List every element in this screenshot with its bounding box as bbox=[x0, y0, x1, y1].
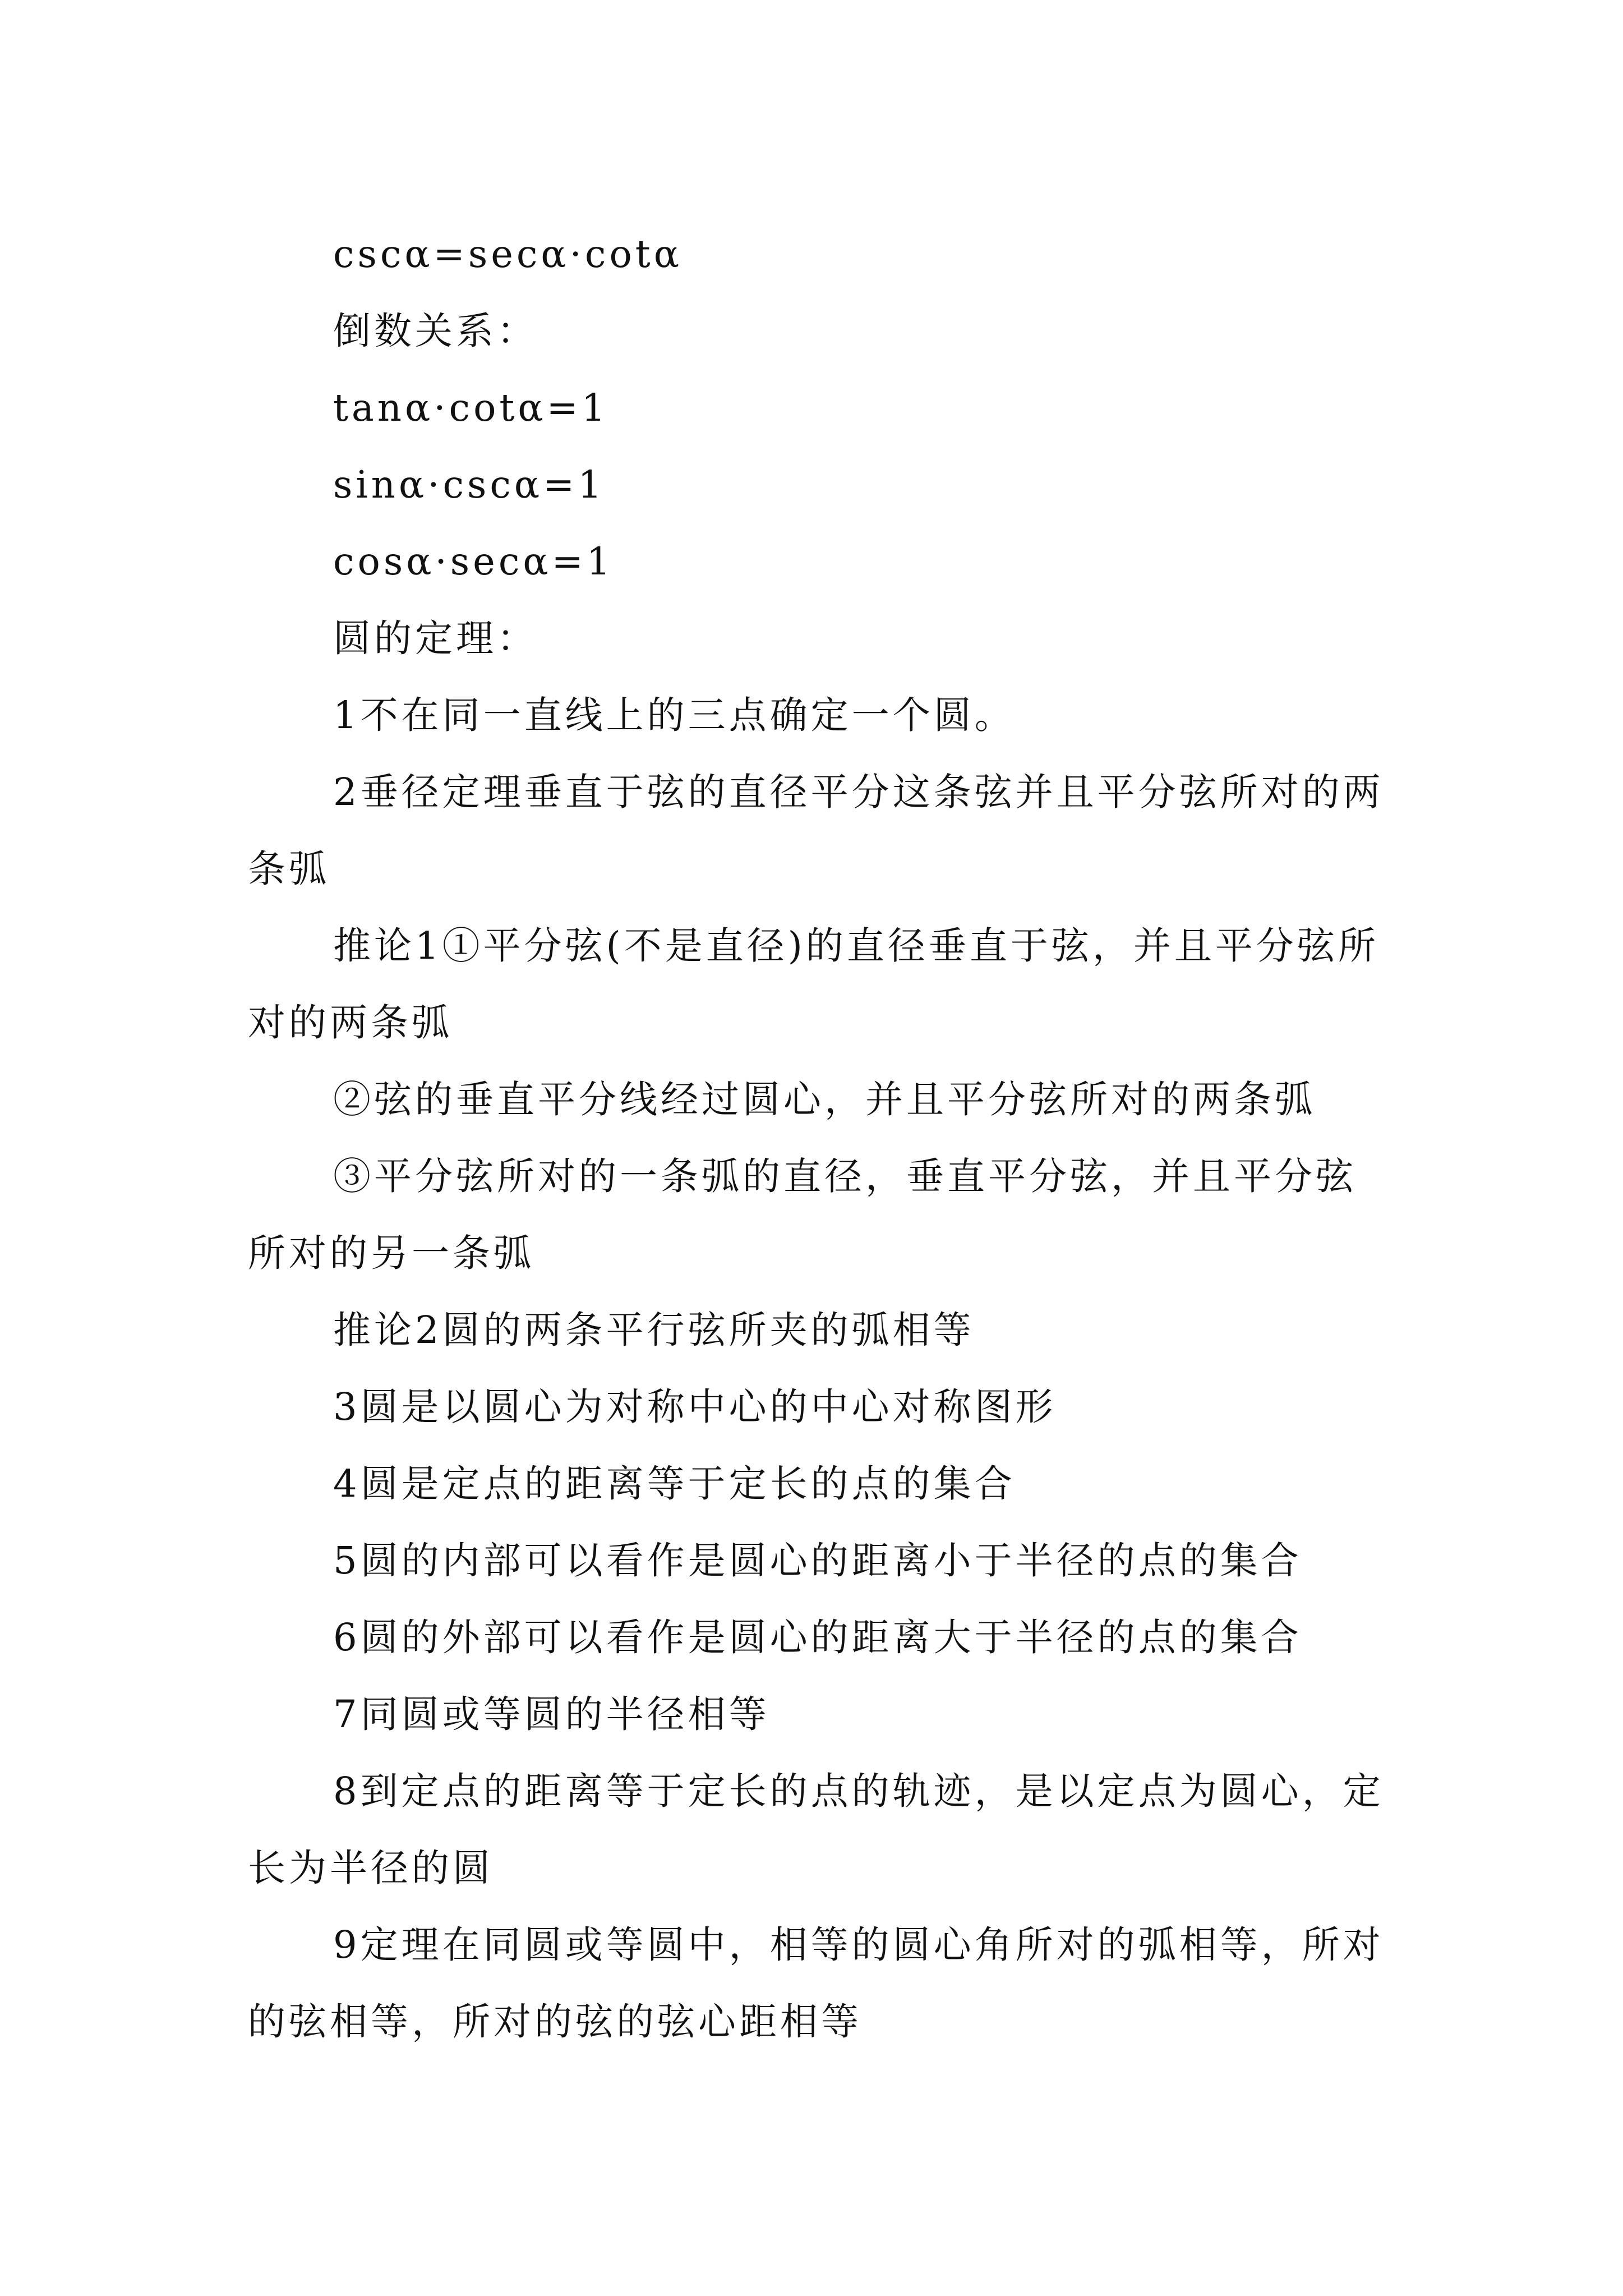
paragraph-circle-theorems-heading: 圆的定理： bbox=[333, 616, 538, 660]
paragraph-theorem-4: 4圆是定点的距离等于定长的点的集合 bbox=[333, 1462, 1016, 1506]
paragraph-theorem-1: 1不在同一直线上的三点确定一个圆。 bbox=[333, 693, 1016, 737]
paragraph-reciprocal-heading: 倒数关系： bbox=[333, 309, 538, 353]
paragraph-theorem-7: 7同圆或等圆的半径相等 bbox=[333, 1692, 770, 1736]
paragraph-theorem-6: 6圆的外部可以看作是圆心的距离大于半径的点的集合 bbox=[333, 1616, 1302, 1659]
paragraph-tan-cot: tanα·cotα=1 bbox=[333, 386, 609, 430]
paragraph-sin-csc: sinα·cscα=1 bbox=[333, 463, 605, 507]
paragraph-corollary-2: 推论2圆的两条平行弦所夹的弧相等 bbox=[333, 1308, 975, 1352]
paragraph-csc-identity: cscα=secα·cotα bbox=[333, 232, 683, 276]
paragraph-theorem-2: 2垂径定理垂直于弦的直径平分这条弦并且平分弦所对的两条弧 bbox=[248, 770, 1384, 891]
paragraph-theorem-3: 3圆是以圆心为对称中心的中心对称图形 bbox=[333, 1385, 1057, 1429]
paragraph-corollary-1-part-2: ②弦的垂直平分线经过圆心，并且平分弦所对的两条弧 bbox=[333, 1078, 1316, 1121]
paragraph-theorem-8: 8到定点的距离等于定长的点的轨迹，是以定点为圆心，定长为半径的圆 bbox=[248, 1769, 1384, 1890]
paragraph-theorem-5: 5圆的内部可以看作是圆心的距离小于半径的点的集合 bbox=[333, 1539, 1302, 1582]
paragraph-theorem-9: 9定理在同圆或等圆中，相等的圆心角所对的弧相等，所对的弦相等，所对的弦的弦心距相等 bbox=[248, 1923, 1384, 2044]
paragraph-corollary-1: 推论1①平分弦(不是直径)的直径垂直于弦，并且平分弦所对的两条弧 bbox=[248, 924, 1379, 1045]
document-body bbox=[248, 216, 1386, 2060]
paragraph-cos-sec: cosα·secα=1 bbox=[333, 540, 614, 583]
paragraph-corollary-1-part-3: ③平分弦所对的一条弧的直径，垂直平分弦，并且平分弦所对的另一条弧 bbox=[248, 1154, 1357, 1275]
